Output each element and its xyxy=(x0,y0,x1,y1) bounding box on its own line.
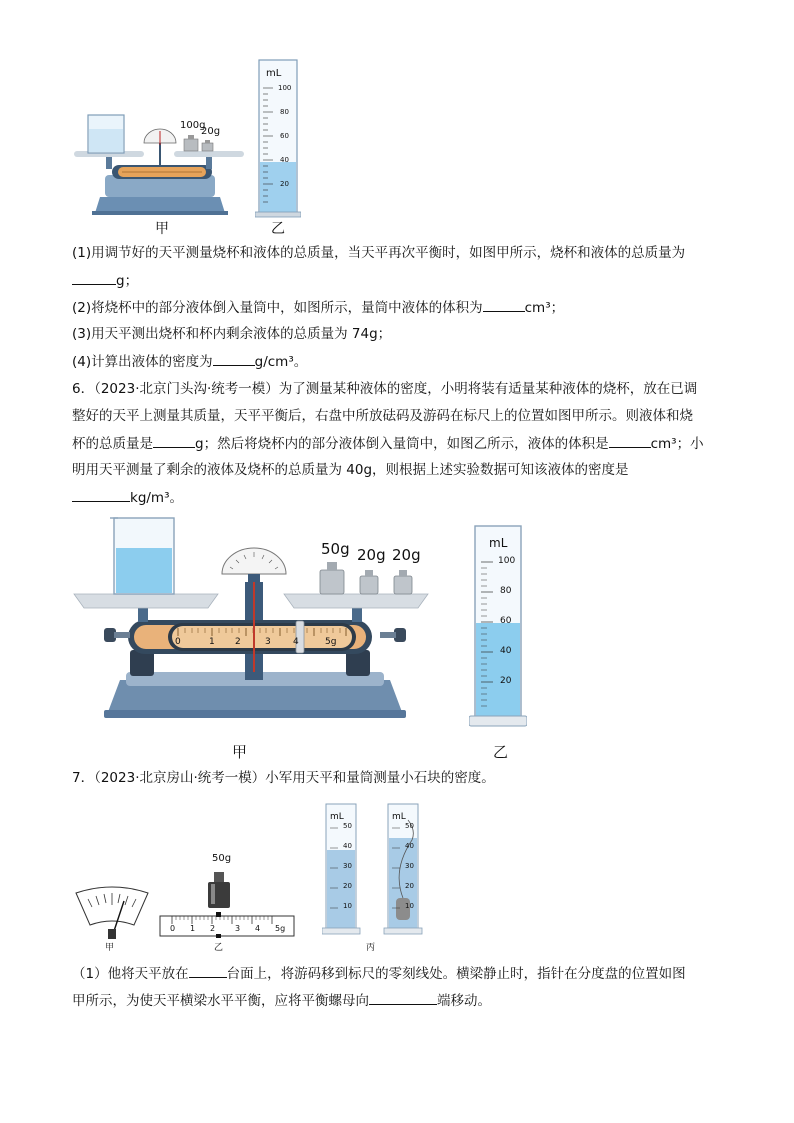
q7-part1-text-b: 台面上，将游码移到标尺的零刻线处。横梁静止时，指针在分度盘的位置如图 xyxy=(226,966,686,982)
cylinder-3a-tick-20: 20 xyxy=(343,882,352,890)
cylinder-3b-tick-10: 10 xyxy=(405,902,414,910)
scale-label-1: 1 xyxy=(209,637,215,647)
cylinder-2-tick-60: 60 xyxy=(500,616,512,626)
fig2-caption-yi: 乙 xyxy=(493,743,509,761)
weight-label-20g-b: 20g xyxy=(392,546,421,564)
q5-part1-line2 xyxy=(72,270,138,291)
cylinder-3b-tick-40: 40 xyxy=(405,842,414,850)
dial-plate xyxy=(74,885,150,941)
q5-part2-text: (2)将烧杯中的部分液体倒入量筒中，如图所示，量筒中液体的体积为 xyxy=(72,300,483,316)
cylinder-3a-tick-30: 30 xyxy=(343,862,352,870)
fig1-caption-yi: 乙 xyxy=(271,221,285,237)
fig3-scale-label-5g: 5g xyxy=(275,924,286,933)
cylinder-3a-tick-50: 50 xyxy=(343,822,352,830)
q6-line2: 整好的天平上测量其质量，天平平衡后，右盘中所放砝码及游码在标尺上的位置如图甲所示。则液体和烧 xyxy=(72,408,693,424)
cylinder-1-tick-100: 100 xyxy=(278,84,292,92)
q5-part4-line xyxy=(72,351,307,372)
q6-line4: 明用天平测量了剩余的液体及烧杯的总质量为 40g，则根据上述实验数据可知该液体的密度是 xyxy=(72,462,629,478)
q7-part1-line1 xyxy=(72,963,686,984)
weight-label-50g: 50g xyxy=(321,540,350,558)
fig3-caption-bing: 丙 xyxy=(366,943,376,953)
cylinder-2-tick-40: 40 xyxy=(500,646,512,656)
graduated-cylinder-1 xyxy=(255,58,301,218)
q6-line5 xyxy=(72,487,183,508)
q6-line3-text-b: g；然后将烧杯内的部分液体倒入量筒中，如图乙所示，液体的体积是 xyxy=(195,436,609,452)
cylinder-3a-unit: mL xyxy=(330,812,344,822)
cylinder-2-tick-20: 20 xyxy=(500,676,512,686)
fig3-scale-label-4: 4 xyxy=(255,924,261,933)
q7-part1-text-a: （1）他将天平放在 xyxy=(72,966,189,982)
q7-part2-text-b: 端移动。 xyxy=(437,993,491,1009)
answer-blank-q6-mass[interactable] xyxy=(153,433,195,448)
cylinder-1-unit: mL xyxy=(266,68,282,79)
fig3-scale-label-3: 3 xyxy=(235,924,241,933)
q6-line3-text-c: cm³；小 xyxy=(650,436,704,452)
q6-line1: 6．（2023·北京门头沟·统考一模）为了测量某种液体的密度，小明将装有适量某种液体的烧杯，放在已调 xyxy=(72,381,698,397)
scale-label-3: 3 xyxy=(265,637,271,647)
answer-blank-direction[interactable] xyxy=(369,990,437,1005)
q6-line3-text-a: 杯的总质量是 xyxy=(72,436,153,452)
cylinder-3b-tick-50: 50 xyxy=(405,822,414,830)
fig3-scale-label-2: 2 xyxy=(210,924,216,933)
fig2-caption-jia: 甲 xyxy=(232,743,248,761)
q5-part1-unit: g； xyxy=(116,273,139,289)
cylinder-3b-unit: mL xyxy=(392,812,406,822)
cylinder-3a-tick-10: 10 xyxy=(343,902,352,910)
cylinder-1-tick-20: 20 xyxy=(280,180,289,188)
cylinder-2-tick-80: 80 xyxy=(500,586,512,596)
cylinder-3a-tick-40: 40 xyxy=(343,842,352,850)
scale-label-2: 2 xyxy=(235,637,241,647)
answer-blank-volume[interactable] xyxy=(483,297,525,312)
q5-part1-line1 xyxy=(72,243,685,263)
q7-part1-line2 xyxy=(72,990,491,1011)
q5-part1-text: (1)用调节好的天平测量烧杯和液体的总质量，当天平再次平衡时，如图甲所示，烧杯和液体的总质量为 xyxy=(72,245,686,261)
figure-2-balance xyxy=(70,512,440,728)
q7-title: 7．（2023·北京房山·统考一模）小军用天平和量筒测量小石块的密度。 xyxy=(72,770,495,786)
cylinder-2-tick-100: 100 xyxy=(498,556,516,566)
answer-blank-total-mass[interactable] xyxy=(72,270,116,285)
scale-label-0: 0 xyxy=(175,637,181,647)
q6-line3 xyxy=(72,433,704,454)
answer-blank-q6-volume[interactable] xyxy=(609,433,651,448)
fig3-scale-label-0: 0 xyxy=(170,924,176,933)
q5-part4-text: (4)计算出液体的密度为 xyxy=(72,354,213,370)
weight-label-100g: 100g xyxy=(180,120,206,131)
graduated-cylinder-2 xyxy=(469,522,527,728)
cylinder-1-tick-40: 40 xyxy=(280,156,289,164)
scale-label-4: 4 xyxy=(293,637,299,647)
answer-blank-surface[interactable] xyxy=(189,963,227,978)
cylinder-2-unit: mL xyxy=(489,536,508,550)
cylinder-3b-tick-30: 30 xyxy=(405,862,414,870)
figure-1-balance xyxy=(70,55,250,220)
weight-label-20g: 20g xyxy=(201,126,221,137)
cylinder-3b-tick-20: 20 xyxy=(405,882,414,890)
scale-label-5g: 5g xyxy=(325,637,337,647)
weight-label-20g-a: 20g xyxy=(357,546,386,564)
weight-label-fig3-50g: 50g xyxy=(212,853,232,864)
fig3-scale-label-1: 1 xyxy=(190,924,196,933)
q5-part3-line: (3)用天平测出烧杯和杯内剩余液体的总质量为 74g； xyxy=(72,326,392,342)
fig3-caption-jia: 甲 xyxy=(105,943,115,953)
q6-line5-unit: kg/m³。 xyxy=(130,490,183,506)
cylinder-1-tick-80: 80 xyxy=(280,108,289,116)
answer-blank-q6-density[interactable] xyxy=(72,487,130,502)
q5-part2-unit: cm³； xyxy=(524,300,565,316)
q5-part4-unit: g/cm³。 xyxy=(254,354,308,370)
q7-part2-text-a: 甲所示，为使天平横梁水平平衡，应将平衡螺母向 xyxy=(72,993,369,1009)
fig3-caption-yi: 乙 xyxy=(214,943,224,953)
fig1-caption-jia: 甲 xyxy=(155,221,169,237)
cylinder-1-tick-60: 60 xyxy=(280,132,289,140)
q5-part2-line xyxy=(72,297,564,318)
answer-blank-density[interactable] xyxy=(213,351,255,366)
